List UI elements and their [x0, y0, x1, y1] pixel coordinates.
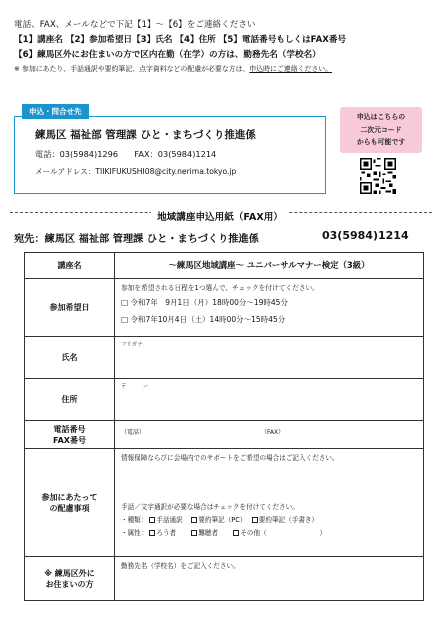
course-value-cell [115, 253, 424, 279]
address-label: 住所 [25, 379, 115, 421]
qr-note-line-1: 申込はこちらの [356, 113, 406, 121]
name-input-cell[interactable] [115, 337, 424, 379]
attr-deaf: ろう者 [156, 529, 177, 537]
form-title: 地域講座申込用紙（FAX用） [151, 209, 289, 223]
phone-fax-label [25, 421, 115, 449]
phone-hint: （電話） [121, 429, 146, 436]
work-hint: 勤務先名（学校名）をご記入ください。 [121, 562, 240, 570]
consid-attrs [121, 527, 417, 540]
qr-code-icon[interactable] [360, 158, 396, 194]
work-label [25, 557, 115, 601]
attr-other-close: ） [319, 529, 327, 537]
row-phone-fax [25, 421, 424, 449]
checkbox-summary-pc[interactable] [191, 517, 197, 523]
instruction-line-3: 【6】練馬区外にお住まいの方で区内在勤（在学）の方は、勤務先名（学校名） [14, 50, 321, 60]
checkbox-hard-of-hearing[interactable] [191, 530, 197, 536]
date-option-1[interactable]: □ 令和7年 9月1日（月）18時00分〜19時45分 [121, 298, 288, 307]
type-sign-language: 手話通訳 [156, 516, 183, 524]
work-input-cell[interactable] [115, 557, 424, 601]
date-option-2[interactable]: □ 令和7年10月4日（土）14時00分〜15時45分 [121, 315, 286, 324]
checkbox-deaf[interactable] [149, 530, 155, 536]
consid-label [25, 449, 115, 557]
attrs-prefix: ・属性： [121, 529, 148, 537]
instruction-note: ※ 参加にあたり、手話通訳や要約筆記、点字資料などの配慮が必要な方は、申込時にご連絡ください。 [14, 65, 333, 73]
work-label-1: ※ 練馬区外に [44, 568, 95, 578]
contact-box [14, 116, 326, 194]
checkbox-sign-language[interactable] [149, 517, 155, 523]
type-summary-pc: 要約筆記（PC） [198, 516, 244, 524]
qr-note [340, 107, 422, 153]
work-label-2: お住まいの方 [45, 579, 94, 589]
fax-hint: （FAX） [261, 429, 285, 436]
instruction-line-1: 電話、FAX、メールなどで下記【1】〜【6】をご連絡ください [14, 20, 256, 30]
application-form-table [24, 252, 424, 601]
attr-other: その他（ [240, 529, 267, 537]
consid-line-2: 手話／文字通訳が必要な場合はチェックを付けてください。 [121, 503, 299, 511]
consid-line-1: 情報保障ならびに会場内でのサポートをご希望の場合はご記入ください。 [121, 454, 339, 462]
row-date [25, 279, 424, 337]
consid-cell[interactable] [115, 449, 424, 557]
row-address [25, 379, 424, 421]
name-label: 氏名 [25, 337, 115, 379]
consid-label-2: の配慮事項 [49, 503, 90, 513]
contact-tab: 申込・問合せ先 [22, 104, 89, 119]
consid-label-1: 参加にあたって [41, 492, 98, 502]
type-summary-hand: 要約筆記（手書き） [258, 516, 319, 524]
date-label: 参加希望日 [25, 279, 115, 337]
attr-hard-of-hearing: 難聴者 [198, 529, 219, 537]
date-instruction: 参加を希望される日程を1つ選んで、チェックを付けてください。 [121, 284, 319, 292]
contact-section [14, 104, 326, 194]
course-value: 〜練馬区地域講座〜 ユニバーサルマナー検定（3級） [168, 260, 370, 270]
row-workplace [25, 557, 424, 601]
fax-label: FAX番号 [53, 435, 86, 445]
phone-label: 電話番号 [53, 424, 86, 434]
checkbox-other[interactable] [233, 530, 239, 536]
instructions-block [14, 18, 428, 76]
consid-types [121, 514, 417, 527]
course-label: 講座名 [25, 253, 115, 279]
recipient-fax-number: 03(5984)1214 [322, 229, 409, 242]
form-title-wrap [0, 205, 440, 224]
types-prefix: ・種類： [121, 516, 148, 524]
checkbox-summary-hand[interactable] [252, 517, 258, 523]
instruction-line-2: 【1】講座名 【2】参加希望日【3】氏名 【4】住所 【5】電話番号もしくはFAX番号 [14, 35, 347, 45]
recipient-name: 宛先：練馬区 福祉部 管理課 ひと・まちづくり推進係 [14, 234, 259, 245]
contact-email[interactable]: メールアドレス：TIIKIFUKUSHI08@city.nerima.tokyo.jp [35, 167, 237, 176]
phone-fax-input-cell[interactable] [115, 421, 424, 449]
row-course [25, 253, 424, 279]
contact-org: 練馬区 福祉部 管理課 ひと・まちづくり推進係 [35, 129, 256, 141]
furigana-hint: フリガナ [121, 342, 143, 348]
postal-hint: 〒 ー [121, 384, 149, 390]
address-input-cell[interactable] [115, 379, 424, 421]
date-cell [115, 279, 424, 337]
qr-note-line-2: 二次元コード [360, 125, 402, 134]
row-considerations [25, 449, 424, 557]
fax-recipient [14, 230, 434, 245]
qr-note-line-3: からも可能です [356, 138, 406, 146]
row-name [25, 337, 424, 379]
contact-phone-fax: 電話：03(5984)1296 FAX：03(5984)1214 [35, 149, 217, 159]
